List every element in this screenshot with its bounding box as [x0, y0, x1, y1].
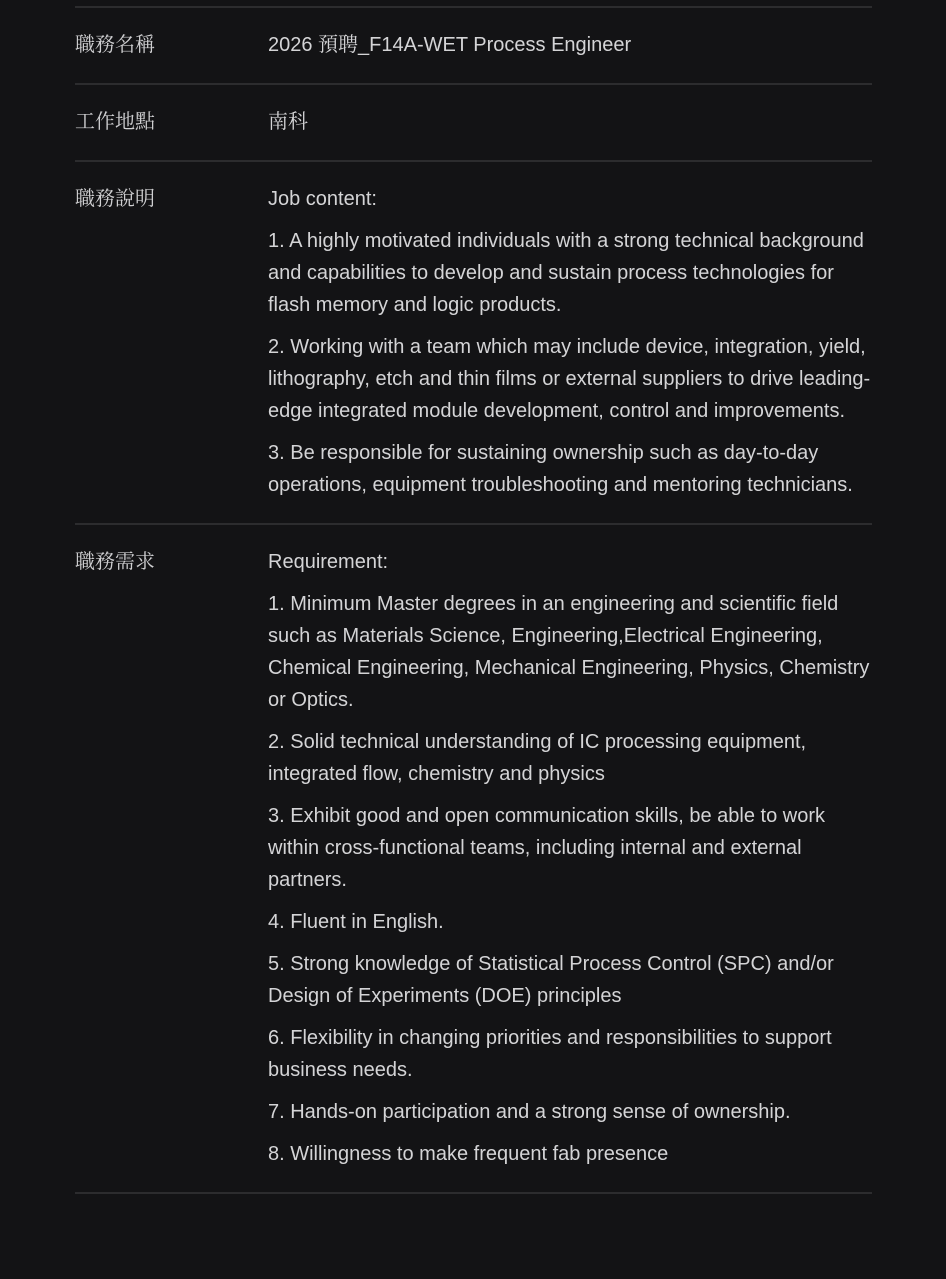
requirement-item: 3. Exhibit good and open communication skills, be able to work within cross-functional teams, including internal and external partners.: [268, 805, 825, 891]
description-heading: Job content:: [268, 188, 377, 210]
field-label: 工作地點: [75, 111, 155, 133]
field-row-requirements: [75, 525, 872, 1192]
field-label: 職務需求: [75, 551, 155, 573]
description-item: 3. Be responsible for sustaining ownership such as day-to-day operations, equipment troubleshooting and mentoring technicians.: [268, 442, 853, 496]
requirement-item: 5. Strong knowledge of Statistical Process Control (SPC) and/or Design of Experiments (DOE) principles: [268, 953, 834, 1007]
location-value: 南科: [268, 111, 308, 133]
field-row-description: [75, 162, 872, 523]
requirement-item: 1. Minimum Master degrees in an engineering and scientific field such as Materials Science, Engineering,Electrical Engineering, Chemical Engineering, Mechanical Engineering, Physics, Chemistry or Optics.: [268, 593, 870, 711]
requirements-heading: Requirement:: [268, 551, 389, 573]
description-value: [268, 183, 872, 501]
field-row-title: [75, 8, 872, 83]
requirement-item: 2. Solid technical understanding of IC processing equipment, integrated flow, chemistry and physics: [268, 731, 807, 785]
field-row-location: [75, 85, 872, 160]
requirement-item: 8. Willingness to make frequent fab presence: [268, 1143, 669, 1165]
requirements-value: [268, 546, 872, 1170]
job-detail-table: [75, 6, 872, 1194]
requirement-item: 4. Fluent in English.: [268, 911, 444, 933]
field-label: 職務名稱: [75, 34, 155, 56]
field-label: 職務說明: [75, 188, 155, 210]
requirement-item: 6. Flexibility in changing priorities and responsibilities to support business needs.: [268, 1027, 832, 1081]
description-item: 1. A highly motivated individuals with a strong technical background and capabilities to develop and sustain process technologies for flash memory and logic products.: [268, 230, 864, 316]
requirement-item: 7. Hands-on participation and a strong sense of ownership.: [268, 1101, 791, 1123]
job-title-value: 2026 預聘_F14A-WET Process Engineer: [268, 34, 632, 56]
description-item: 2. Working with a team which may include device, integration, yield, lithography, etch and thin films or external suppliers to drive leading-edge integrated module development, control and improvements.: [268, 336, 871, 422]
divider: [75, 1192, 872, 1194]
